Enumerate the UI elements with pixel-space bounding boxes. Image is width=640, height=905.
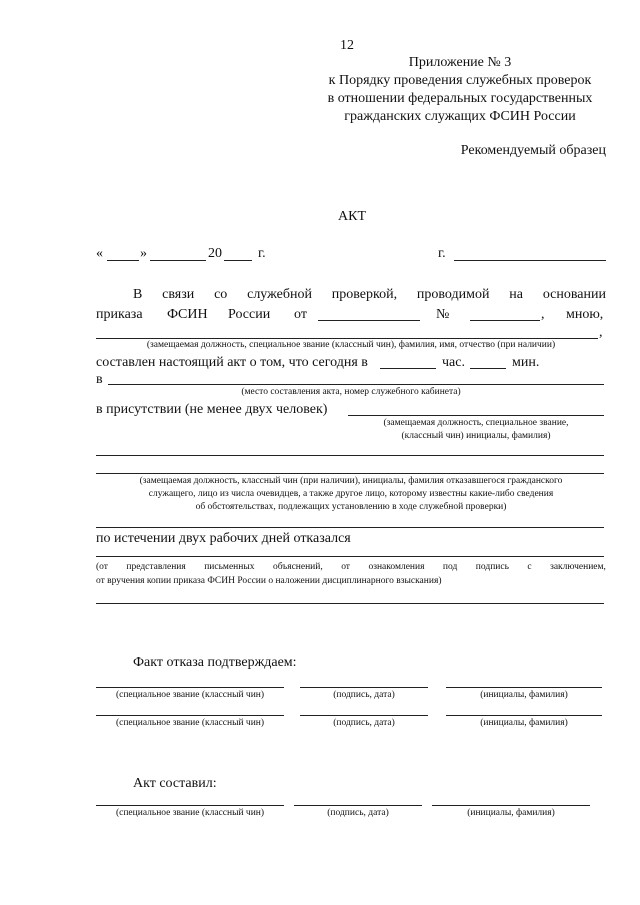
- caption-place: (место составления акта, номер служебного кабинета): [241, 387, 461, 397]
- presence-label: в присутствии (не менее двух человек): [96, 402, 328, 417]
- appendix-line-4: гражданских служащих ФСИН России: [344, 109, 576, 124]
- year-field[interactable]: [224, 260, 252, 261]
- place-field[interactable]: [108, 384, 604, 385]
- composed-text: составлен настоящий акт о том, что сегодня в: [96, 355, 368, 370]
- composer-signature-field[interactable]: [294, 805, 422, 806]
- appendix-line-3: в отношении федеральных государственных: [327, 91, 593, 106]
- page-number: 12: [340, 38, 354, 53]
- caption-position: (замещаемая должность, специальное звание (классный чин), фамилия, имя, отчество (при наличии): [146, 340, 556, 350]
- witness-2-field[interactable]: [96, 455, 604, 456]
- day-field[interactable]: [107, 260, 139, 261]
- refusal-caption-line-1: (от представления письменных объяснений, от ознакомления под подпись с заключением,: [96, 562, 606, 572]
- refused-text: по истечении двух рабочих дней отказался: [96, 531, 351, 546]
- hours-field[interactable]: [380, 368, 436, 369]
- author-field[interactable]: [96, 338, 598, 339]
- refusing-person-field-2[interactable]: [96, 527, 604, 528]
- confirm-heading: Факт отказа подтверждаем:: [133, 655, 297, 670]
- composed-by-heading: Акт составил:: [133, 776, 217, 791]
- act-title: АКТ: [338, 209, 366, 224]
- appendix-line-2: к Порядку проведения служебных проверок: [328, 73, 592, 88]
- rank-field-2[interactable]: [96, 715, 284, 716]
- rank-field-1[interactable]: [96, 687, 284, 688]
- composer-initials-field[interactable]: [432, 805, 590, 806]
- refusal-reason-field[interactable]: [96, 556, 604, 557]
- signature-field-1[interactable]: [300, 687, 428, 688]
- appendix-line-1: Приложение № 3: [408, 55, 512, 70]
- order-date-field[interactable]: [318, 320, 420, 321]
- refusal-caption-line-2: от вручения копии приказа ФСИН России о наложении дисциплинарного взыскания): [96, 576, 442, 586]
- initials-field-1[interactable]: [446, 687, 602, 688]
- refusing-person-field[interactable]: [96, 473, 604, 474]
- witness-1-field[interactable]: [348, 415, 604, 416]
- composer-rank-field[interactable]: [96, 805, 284, 806]
- initials-field-2[interactable]: [446, 715, 602, 716]
- signature-field-2[interactable]: [300, 715, 428, 716]
- month-field[interactable]: [150, 260, 206, 261]
- recommended-sample: Рекомендуемый образец: [460, 143, 606, 158]
- refusal-reason-field-2[interactable]: [96, 603, 604, 604]
- city-field[interactable]: [454, 260, 606, 261]
- minutes-field[interactable]: [470, 368, 506, 369]
- order-number-field[interactable]: [470, 320, 540, 321]
- paragraph-1-row-1: В связи со служебной проверкой, проводимой на основании: [133, 287, 606, 302]
